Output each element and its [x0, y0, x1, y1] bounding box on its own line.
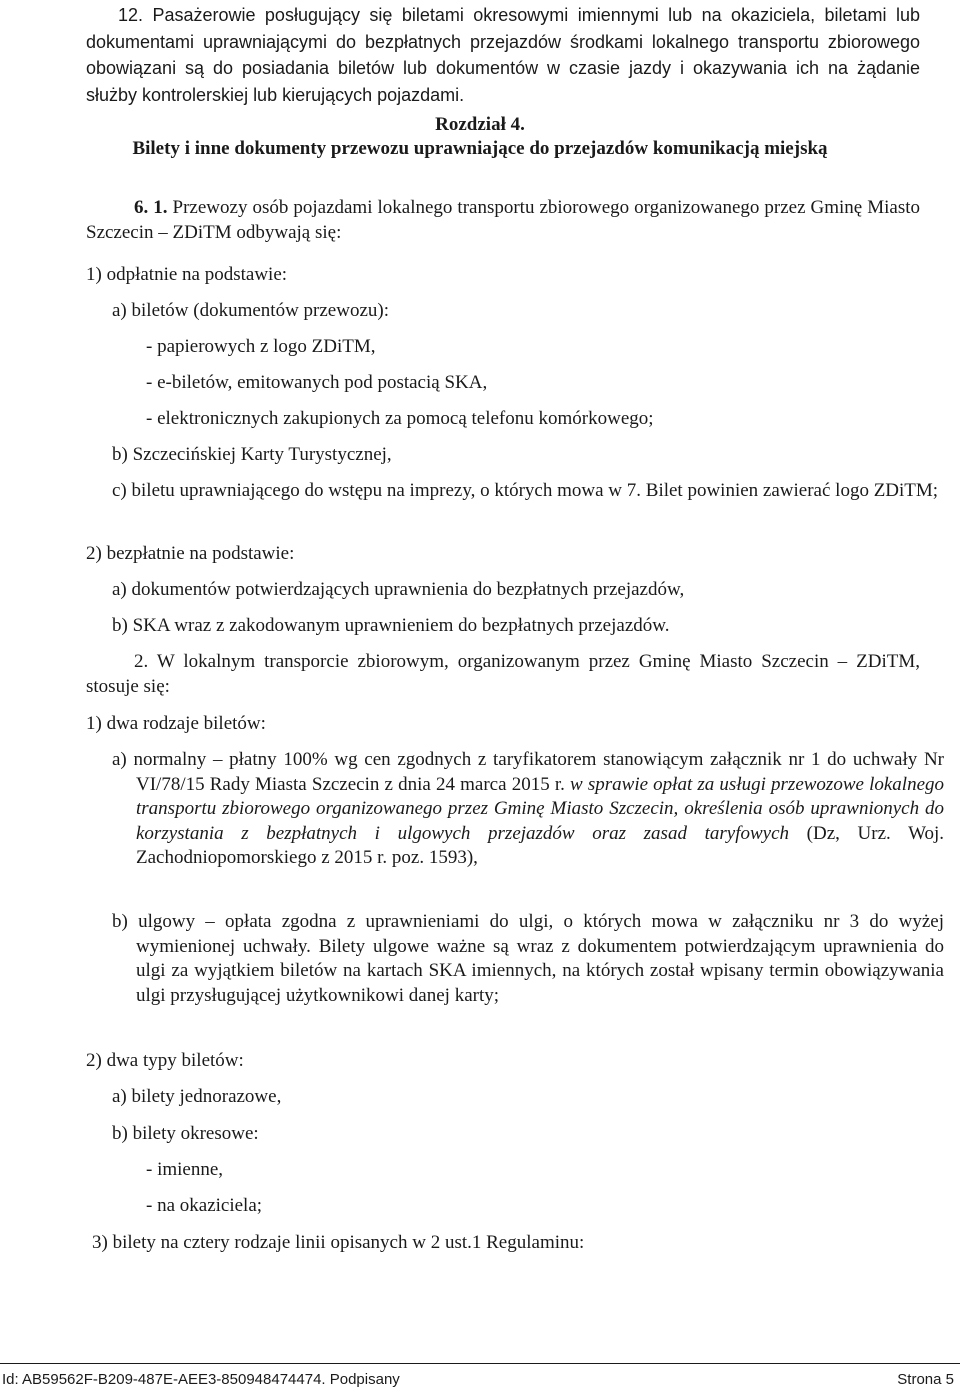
chapter-title: Bilety i inne dokumenty przewozu uprawniające do przejazdów komunikacją miejską [132, 138, 828, 159]
section-6-2-intro: 2. W lokalnym transporcie zbiorowym, organizowanym przez Gminę Miasto Szczecin – ZDiTM, stosuje się: [86, 651, 920, 697]
regulation-title: w sprawie opłat za usługi przewozowe lokalnego transportu zbiorowego organizowanego przez Gminę Miasto Szczecin, określenia osób uprawnionych do korzystania z bezpłatnych i ulgowych przejazdów oraz zasad taryfowych [136, 773, 945, 844]
list-item: b) bilety okresowe: [112, 1123, 259, 1144]
list-item: 2) bezpłatnie na podstawie: [86, 543, 295, 564]
list-item-text: a) normalny – płatny 100% wg cen zgodnych z taryfikatorem stanowiącym załącznik nr 1 do uchwały Nr VI/78/15 Rady Miasta Szczecin z dnia 24 marca 2015 r. [112, 749, 944, 795]
list-item [112, 748, 944, 871]
footer-page-number: Strona 5 [897, 1371, 954, 1388]
list-item: 1) odpłatnie na podstawie: [86, 264, 288, 285]
list-item: - e-biletów, emitowanych pod postacią SKA, [146, 372, 488, 393]
list-item: b) Szczecińskiej Karty Turystycznej, [112, 444, 392, 465]
section-6-intro [86, 196, 920, 245]
list-item: c) biletu uprawniającego do wstępu na imprezy, o których mowa w 7. Bilet powinien zawierać logo ZDiTM; [112, 480, 939, 501]
list-item: a) dokumentów potwierdzających uprawnienia do bezpłatnych przejazdów, [112, 579, 685, 600]
list-item: - elektronicznych zakupionych za pomocą telefonu komórkowego; [146, 408, 654, 429]
list-item: b) SKA wraz z zakodowanym uprawnieniem do bezpłatnych przejazdów. [112, 615, 670, 636]
section-6-intro-text: Przewozy osób pojazdami lokalnego transportu zbiorowego organizowanego przez Gminę Miasto Szczecin – ZDiTM odbywają się: [86, 197, 921, 243]
chapter-label: Rozdział 4. [435, 114, 525, 135]
list-item: 1) dwa rodzaje biletów: [86, 713, 266, 734]
list-item: b) ulgowy – opłata zgodna z uprawnieniami do ulgi, o których mowa w załączniku nr 3 do wyżej wymienionej uchwały. Bilety ulgowe ważne są wraz z dokumentem potwierdzającym uprawnienia do ulgi za wyjątkiem biletów na kartach SKA imiennych, na których został wpisany termin obowiązywania ulgi przysługującej użytkownikowi danej karty; [112, 911, 944, 1006]
list-item-text: (Dz, Urz. Woj. Zachodniopomorskiego z 2015 r. poz. 1593), [136, 822, 945, 868]
list-item: 3) bilety na cztery rodzaje linii opisanych w 2 ust.1 Regulaminu: [92, 1232, 585, 1253]
list-item: - imienne, [146, 1159, 224, 1180]
list-item: 2) dwa typy biletów: [86, 1050, 244, 1071]
section-6-number: 6. 1. [134, 197, 168, 218]
list-item: a) biletów (dokumentów przewozu): [112, 300, 389, 321]
footer-divider [0, 1363, 960, 1364]
paragraph-12: 12. Pasażerowie posługujący się biletami okresowymi imiennymi lub na okaziciela, biletami lub dokumentami uprawniającymi do bezpłatnych przejazdów środkami lokalnego transportu zbiorowego obowiązani są do posiadania biletów lub dokumentów w czasie jazdy i okazywania ich na żądanie służby kontrolerskiej lub kierujących pojazdami. [86, 5, 920, 105]
list-item: a) bilety jednorazowe, [112, 1086, 282, 1107]
list-item: - papierowych z logo ZDiTM, [146, 336, 376, 357]
list-item: - na okaziciela; [146, 1195, 263, 1216]
footer-document-id: Id: AB59562F-B209-487E-AEE3-850948474474. Podpisany [2, 1371, 400, 1388]
